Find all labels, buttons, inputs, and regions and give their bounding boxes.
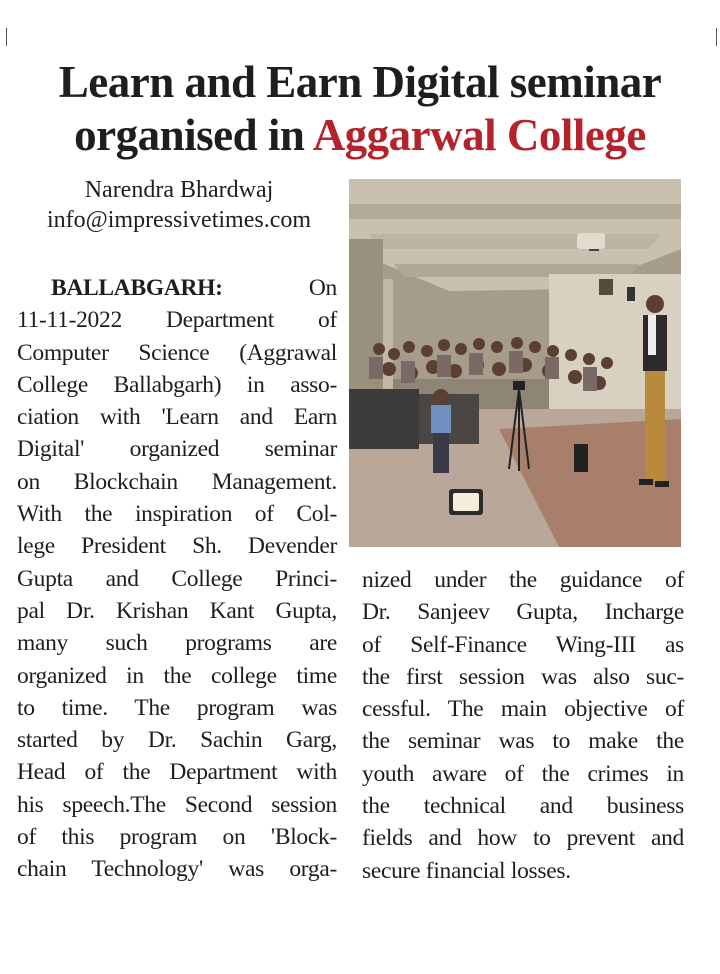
article-line: to time. The program was: [17, 694, 337, 721]
byline-author: Narendra Bhardwaj: [84, 177, 274, 203]
article-line: chain Technology' was orga-: [17, 856, 337, 883]
article-line: 11-11-2022 Department of: [17, 307, 337, 334]
article-line: secure financial losses.: [362, 857, 571, 884]
article-line-text: On: [308, 275, 337, 301]
article-line: the first session was also suc-: [362, 663, 684, 690]
article-line: his speech.The Second session: [17, 791, 337, 818]
article-line: Head of the Department with: [17, 759, 337, 786]
article-line: Gupta and College Princi-: [17, 565, 337, 592]
article-line: With the inspiration of Col-: [17, 501, 337, 528]
article-line: Dr. Sanjeev Gupta, Incharge: [362, 599, 684, 626]
article-line: organized in the college time: [17, 662, 337, 689]
article-line: on Blockchain Management.: [17, 468, 337, 495]
crop-mark-right: [716, 28, 717, 46]
seminar-photo: [349, 179, 681, 547]
crop-mark-left: [6, 28, 7, 46]
headline-prefix: organised in: [74, 110, 313, 160]
article-line: cessful. The main objective of: [362, 696, 684, 723]
article-line: ciation with 'Learn and Earn: [17, 404, 337, 431]
article-line: many such programs are: [17, 630, 337, 657]
article-column-2: [362, 564, 684, 887]
article-line: Computer Science (Aggrawal: [17, 339, 337, 366]
article-line: of Self-Finance Wing-III as: [362, 631, 684, 658]
article-line: College Ballabgarh) in asso-: [17, 371, 337, 398]
byline-email: info@impressivetimes.com: [46, 207, 312, 233]
article-line: of this program on 'Block-: [17, 824, 337, 851]
byline: [16, 175, 342, 235]
article-line: youth aware of the crimes in: [362, 760, 684, 787]
article-line: Digital' organized seminar: [17, 436, 337, 463]
article-line: nized under the guidance of: [362, 567, 684, 593]
headline-line-2: [20, 109, 700, 162]
article-line: the seminar was to make the: [362, 728, 684, 755]
article-line: started by Dr. Sachin Garg,: [17, 727, 337, 754]
article-line: lege President Sh. Devender: [17, 533, 337, 560]
headline: [20, 56, 700, 162]
article-line: fields and how to prevent and: [362, 825, 684, 852]
dateline: BALLABGARH:: [51, 275, 223, 301]
article-line: [17, 272, 337, 304]
headline-college-name: Aggarwal College: [312, 110, 646, 160]
article-line: the technical and business: [362, 793, 684, 820]
seminar-hall-illustration: [349, 179, 681, 547]
article-column-1: [17, 272, 337, 886]
headline-line-1: Learn and Earn Digital seminar: [58, 57, 662, 107]
article-line: pal Dr. Krishan Kant Gupta,: [17, 597, 337, 624]
